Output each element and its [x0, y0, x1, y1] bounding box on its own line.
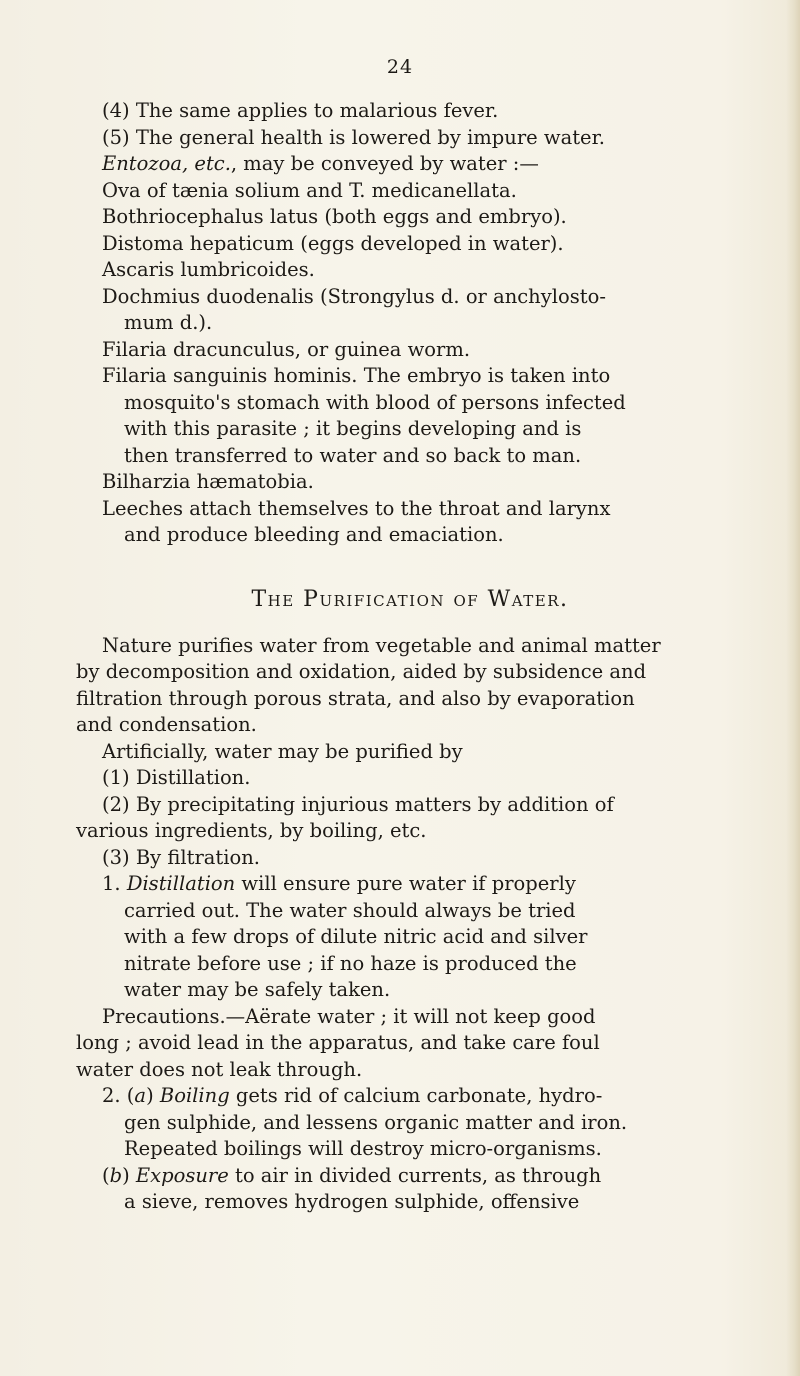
text-line: various ingredients, by boiling, etc.	[76, 819, 427, 842]
text-line: Nature purifies water from vegetable and animal matter	[102, 633, 661, 657]
text-line: a sieve, removes hydrogen sulphide, offensive	[124, 1190, 580, 1213]
text-line	[76, 151, 744, 178]
text-fragment: 1.	[102, 872, 127, 895]
text-line: Bothriocephalus latus (both eggs and embryo).	[102, 205, 567, 228]
text-line	[76, 1163, 744, 1190]
text-line: Distoma hepaticum (eggs developed in water).	[102, 231, 564, 255]
text-fragment: , may be conveyed by water :—	[230, 152, 539, 175]
text-line: long ; avoid lead in the apparatus, and take care foul	[76, 1031, 600, 1054]
italic-term: Boiling	[159, 1084, 230, 1107]
italic-term: Distillation	[126, 872, 236, 895]
text-line: carried out. The water should always be tried	[124, 898, 576, 922]
purification-section	[76, 633, 744, 1216]
text-line: Ova of tænia solium and T. medicanellata.	[102, 178, 517, 202]
text-line: and produce bleeding and emaciation.	[124, 523, 504, 546]
italic-term: a	[134, 1084, 147, 1107]
text-line: and condensation.	[76, 713, 257, 736]
text-line: Leeches attach themselves to the throat and larynx	[102, 496, 611, 520]
text-line: (4) The same applies to malarious fever.	[102, 99, 499, 122]
text-line: Precautions.—Aërate water ; it will not keep good	[102, 1004, 596, 1028]
text-line: Dochmius duodenalis (Strongylus d. or anchylosto-	[102, 284, 606, 308]
text-line: filtration through porous strata, and also by evaporation	[76, 686, 635, 710]
entozoa-list-section	[76, 98, 744, 549]
text-line: gen sulphide, and lessens organic matter and iron.	[124, 1110, 628, 1134]
text-line: Filaria sanguinis hominis. The embryo is taken into	[102, 364, 611, 387]
text-fragment: )	[146, 1084, 160, 1107]
italic-term: Exposure	[135, 1163, 229, 1187]
text-line	[76, 871, 744, 898]
text-line: then transferred to water and so back to man.	[124, 443, 582, 467]
text-line: (5) The general health is lowered by impure water.	[102, 125, 605, 149]
text-line: Filaria dracunculus, or guinea worm.	[102, 337, 471, 361]
text-line	[76, 1083, 744, 1110]
text-line: Ascaris lumbricoides.	[102, 258, 315, 281]
text-line: water does not leak through.	[76, 1057, 363, 1081]
text-fragment: 2. (	[102, 1084, 135, 1107]
text-line: Bilharzia hæmatobia.	[102, 470, 314, 493]
page-number: 24	[386, 56, 414, 78]
text-line: mum d.).	[124, 311, 213, 334]
text-line: Repeated boilings will destroy micro-organisms.	[124, 1137, 602, 1160]
text-fragment: to air in divided currents, as through	[228, 1163, 602, 1187]
text-fragment: (	[102, 1163, 110, 1187]
text-line: (3) By filtration.	[102, 845, 260, 869]
text-fragment: )	[122, 1163, 136, 1187]
text-fragment: will ensure pure water if properly	[235, 872, 576, 895]
text-line: Artificially, water may be purified by	[102, 739, 463, 763]
section-heading: The Purification of Water.	[251, 586, 569, 612]
italic-term: Entozoa, etc.	[102, 152, 231, 175]
text-line: with this parasite ; it begins developing and is	[124, 417, 582, 440]
text-fragment: gets rid of calcium carbonate, hydro-	[229, 1084, 603, 1107]
text-line: with a few drops of dilute nitric acid and silver	[124, 925, 588, 948]
text-line: water may be safely taken.	[124, 978, 391, 1001]
page-body	[76, 98, 744, 1216]
text-line: nitrate before use ; if no haze is produced the	[124, 951, 577, 975]
text-line: by decomposition and oxidation, aided by subsidence and	[76, 660, 647, 683]
page-edge-shadow	[786, 0, 800, 1376]
italic-term: b	[109, 1163, 123, 1187]
text-line: (1) Distillation.	[102, 766, 251, 789]
text-line: (2) By precipitating injurious matters by addition of	[102, 792, 614, 816]
text-line: mosquito's stomach with blood of persons infected	[124, 390, 626, 414]
